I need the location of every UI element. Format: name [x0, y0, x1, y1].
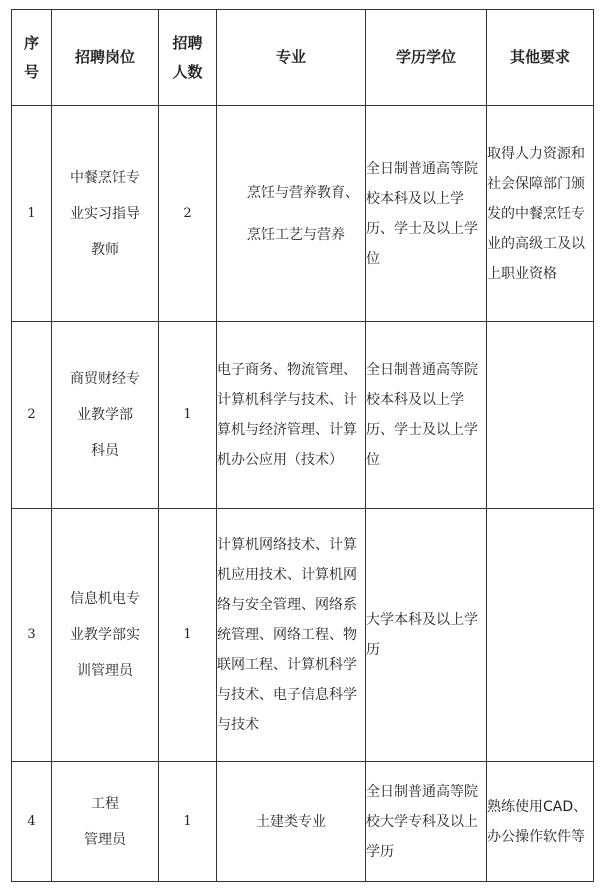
- major-line: 烹饪工艺与营养: [247, 226, 345, 243]
- cell-position: [52, 322, 159, 509]
- table-row: [12, 509, 594, 762]
- major-line: 烹饪与营养教育、: [247, 184, 359, 201]
- position-line: 工程: [91, 795, 119, 812]
- header-major: 专业: [217, 10, 366, 106]
- header-seq-line1: 序: [23, 34, 39, 52]
- cell-other: 取得人力资源和社会保障部门颁发的中餐烹饪专业的高级工及以上职业资格: [487, 106, 594, 322]
- table-body: [12, 106, 594, 882]
- header-other: 其他要求: [487, 10, 594, 106]
- position-line: 信息机电专: [70, 591, 140, 607]
- header-count-line1: 招聘: [172, 34, 203, 52]
- cell-position: [52, 509, 159, 762]
- cell-seq: 3: [12, 509, 52, 762]
- table-row: [12, 106, 594, 322]
- header-degree: 学历学位: [366, 10, 487, 106]
- cell-seq: 2: [12, 322, 52, 509]
- cell-count: 1: [159, 509, 217, 762]
- cell-degree: 全日制普通高等院校本科及以上学历、学士及以上学位: [366, 106, 487, 322]
- cell-seq: 4: [12, 762, 52, 882]
- cell-position: [52, 762, 159, 882]
- position-line: 业教学部实: [70, 627, 140, 643]
- cell-seq: 1: [12, 106, 52, 322]
- position-line: 教师: [91, 241, 119, 258]
- position-line: 商贸财经专: [70, 371, 140, 387]
- cell-degree: 全日制普通高等院校大学专科及以上学历: [366, 762, 487, 882]
- position-line: 科员: [91, 443, 119, 459]
- position-line: 业实习指导: [70, 205, 140, 222]
- cell-major: [217, 106, 366, 322]
- cell-position: [52, 106, 159, 322]
- cell-count: 2: [159, 106, 217, 322]
- header-count: [159, 10, 217, 106]
- header-seq: [12, 10, 52, 106]
- table-row: [12, 322, 594, 509]
- cell-degree: 全日制普通高等院校本科及以上学历、学士及以上学位: [366, 322, 487, 509]
- header-count-line2: 人数: [172, 62, 203, 81]
- cell-major: 土建类专业: [217, 762, 366, 882]
- cell-count: 1: [159, 322, 217, 509]
- cell-other: 熟练使用CAD、办公操作软件等: [487, 762, 594, 882]
- cell-other: [487, 322, 594, 509]
- cell-count: 1: [159, 762, 217, 882]
- table-header: [12, 10, 594, 106]
- cell-degree: 大学本科及以上学历: [366, 509, 487, 762]
- position-line: 管理员: [84, 831, 126, 848]
- cell-major: 计算机网络技术、计算机应用技术、计算机网络与安全管理、网络系统管理、网络工程、物联网工程、计算机科学与技术、电子信息科学与技术: [217, 509, 366, 762]
- table-row: [12, 762, 594, 882]
- position-line: 业教学部: [77, 407, 133, 423]
- position-line: 中餐烹饪专: [70, 169, 140, 186]
- header-position: 招聘岗位: [52, 10, 159, 106]
- recruitment-table: [11, 9, 594, 882]
- header-row: [12, 10, 594, 106]
- header-seq-line2: 号: [23, 62, 39, 81]
- position-line: 训管理员: [77, 663, 133, 679]
- cell-major: 电子商务、物流管理、计算机科学与技术、计算机与经济管理、计算机办公应用（技术）: [217, 322, 366, 509]
- cell-other: [487, 509, 594, 762]
